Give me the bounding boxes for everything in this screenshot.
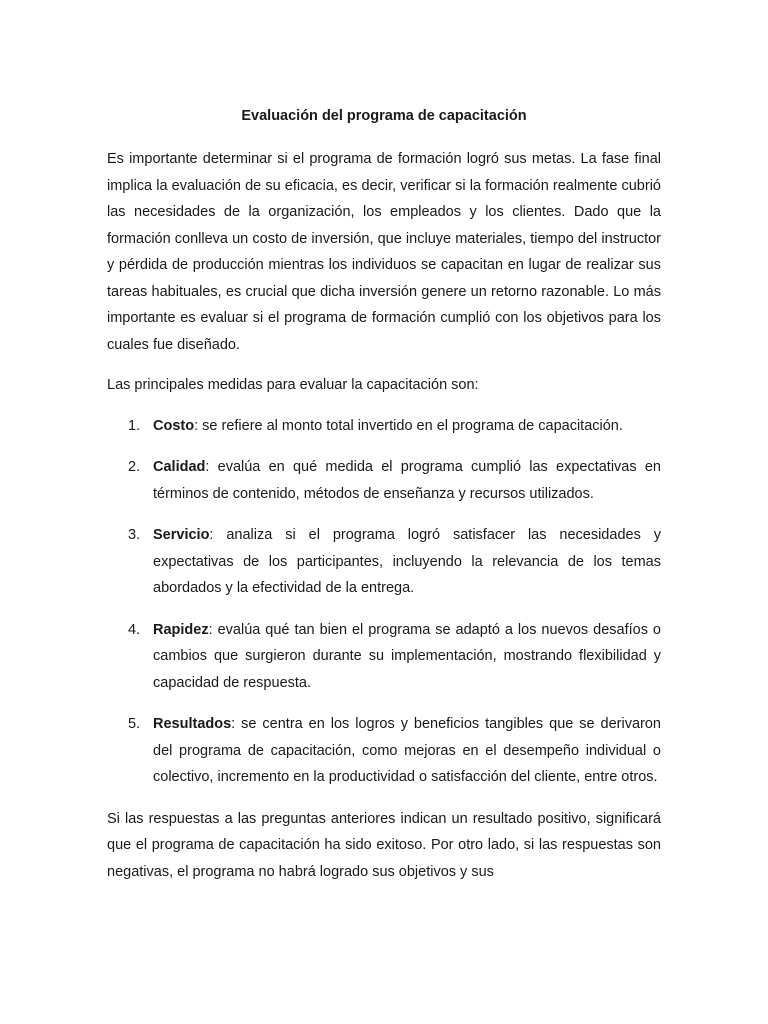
list-item-number: 2.	[128, 459, 141, 475]
document-title: Evaluación del programa de capacitación	[241, 108, 527, 124]
list-item-number: 3.	[128, 527, 141, 543]
list-item-number: 1.	[128, 417, 141, 434]
list-item-text: : evalúa qué tan bien el programa se adaptó a los nuevos desafíos o cambios que surgieron durante su implementación, mostrando flexibilidad y capacidad de respuesta.	[153, 621, 661, 691]
list-item-number: 5.	[128, 716, 141, 732]
list-item-number: 4.	[128, 621, 141, 638]
list-item-text: : evalúa en qué medida el programa cumplió las expectativas en términos de contenido, métodos de enseñanza y recursos utilizados.	[153, 459, 661, 502]
document-page	[107, 104, 661, 899]
list-item	[107, 413, 661, 440]
list-item	[107, 522, 661, 602]
list-item-term: Costo	[153, 417, 195, 434]
list-item	[107, 454, 661, 507]
list-item	[107, 711, 661, 791]
list-item-text: : se refiere al monto total invertido en el programa de capacitación.	[194, 417, 623, 434]
list-item	[107, 617, 661, 697]
list-item-term: Calidad	[153, 459, 206, 475]
list-item-term: Rapidez	[153, 621, 209, 638]
list-item-term: Servicio	[153, 527, 210, 543]
list-item-text: : analiza si el programa logró satisfacer las necesidades y expectativas de los participantes, incluyendo la relevancia de los temas abordados y la efectividad de la entrega.	[153, 527, 661, 596]
intro-paragraph: Es importante determinar si el programa de formación logró sus metas. La fase final implica la evaluación de su eficacia, es decir, verificar si la formación realmente cubrió las necesidades de la organización, los empleados y los clientes. Dado que la formación conlleva un costo de inversión, que incluye materiales, tiempo del instructor y pérdida de producción mientras los individuos se capacitan en lugar de realizar sus tareas habituales, es crucial que dicha inversión genere un retorno razonable. Lo más importante es evaluar si el programa de formación cumplió con los objetivos para los cuales fue diseñado.	[107, 151, 661, 353]
list-intro: Las principales medidas para evaluar la capacitación son:	[107, 377, 479, 393]
conclusion-paragraph: Si las respuestas a las preguntas anteriores indican un resultado positivo, significará que el programa de capacitación ha sido exitoso. Por otro lado, si las respuestas son negativas, el programa no habrá logrado sus objetivos y sus	[107, 810, 661, 880]
measures-list	[107, 413, 661, 791]
list-item-text: : se centra en los logros y beneficios tangibles que se derivaron del programa de capacitación, como mejoras en el desempeño individual o colectivo, incremento en la productividad o satisfacción del cliente, entre otros.	[153, 716, 661, 785]
list-item-term: Resultados	[153, 716, 232, 732]
